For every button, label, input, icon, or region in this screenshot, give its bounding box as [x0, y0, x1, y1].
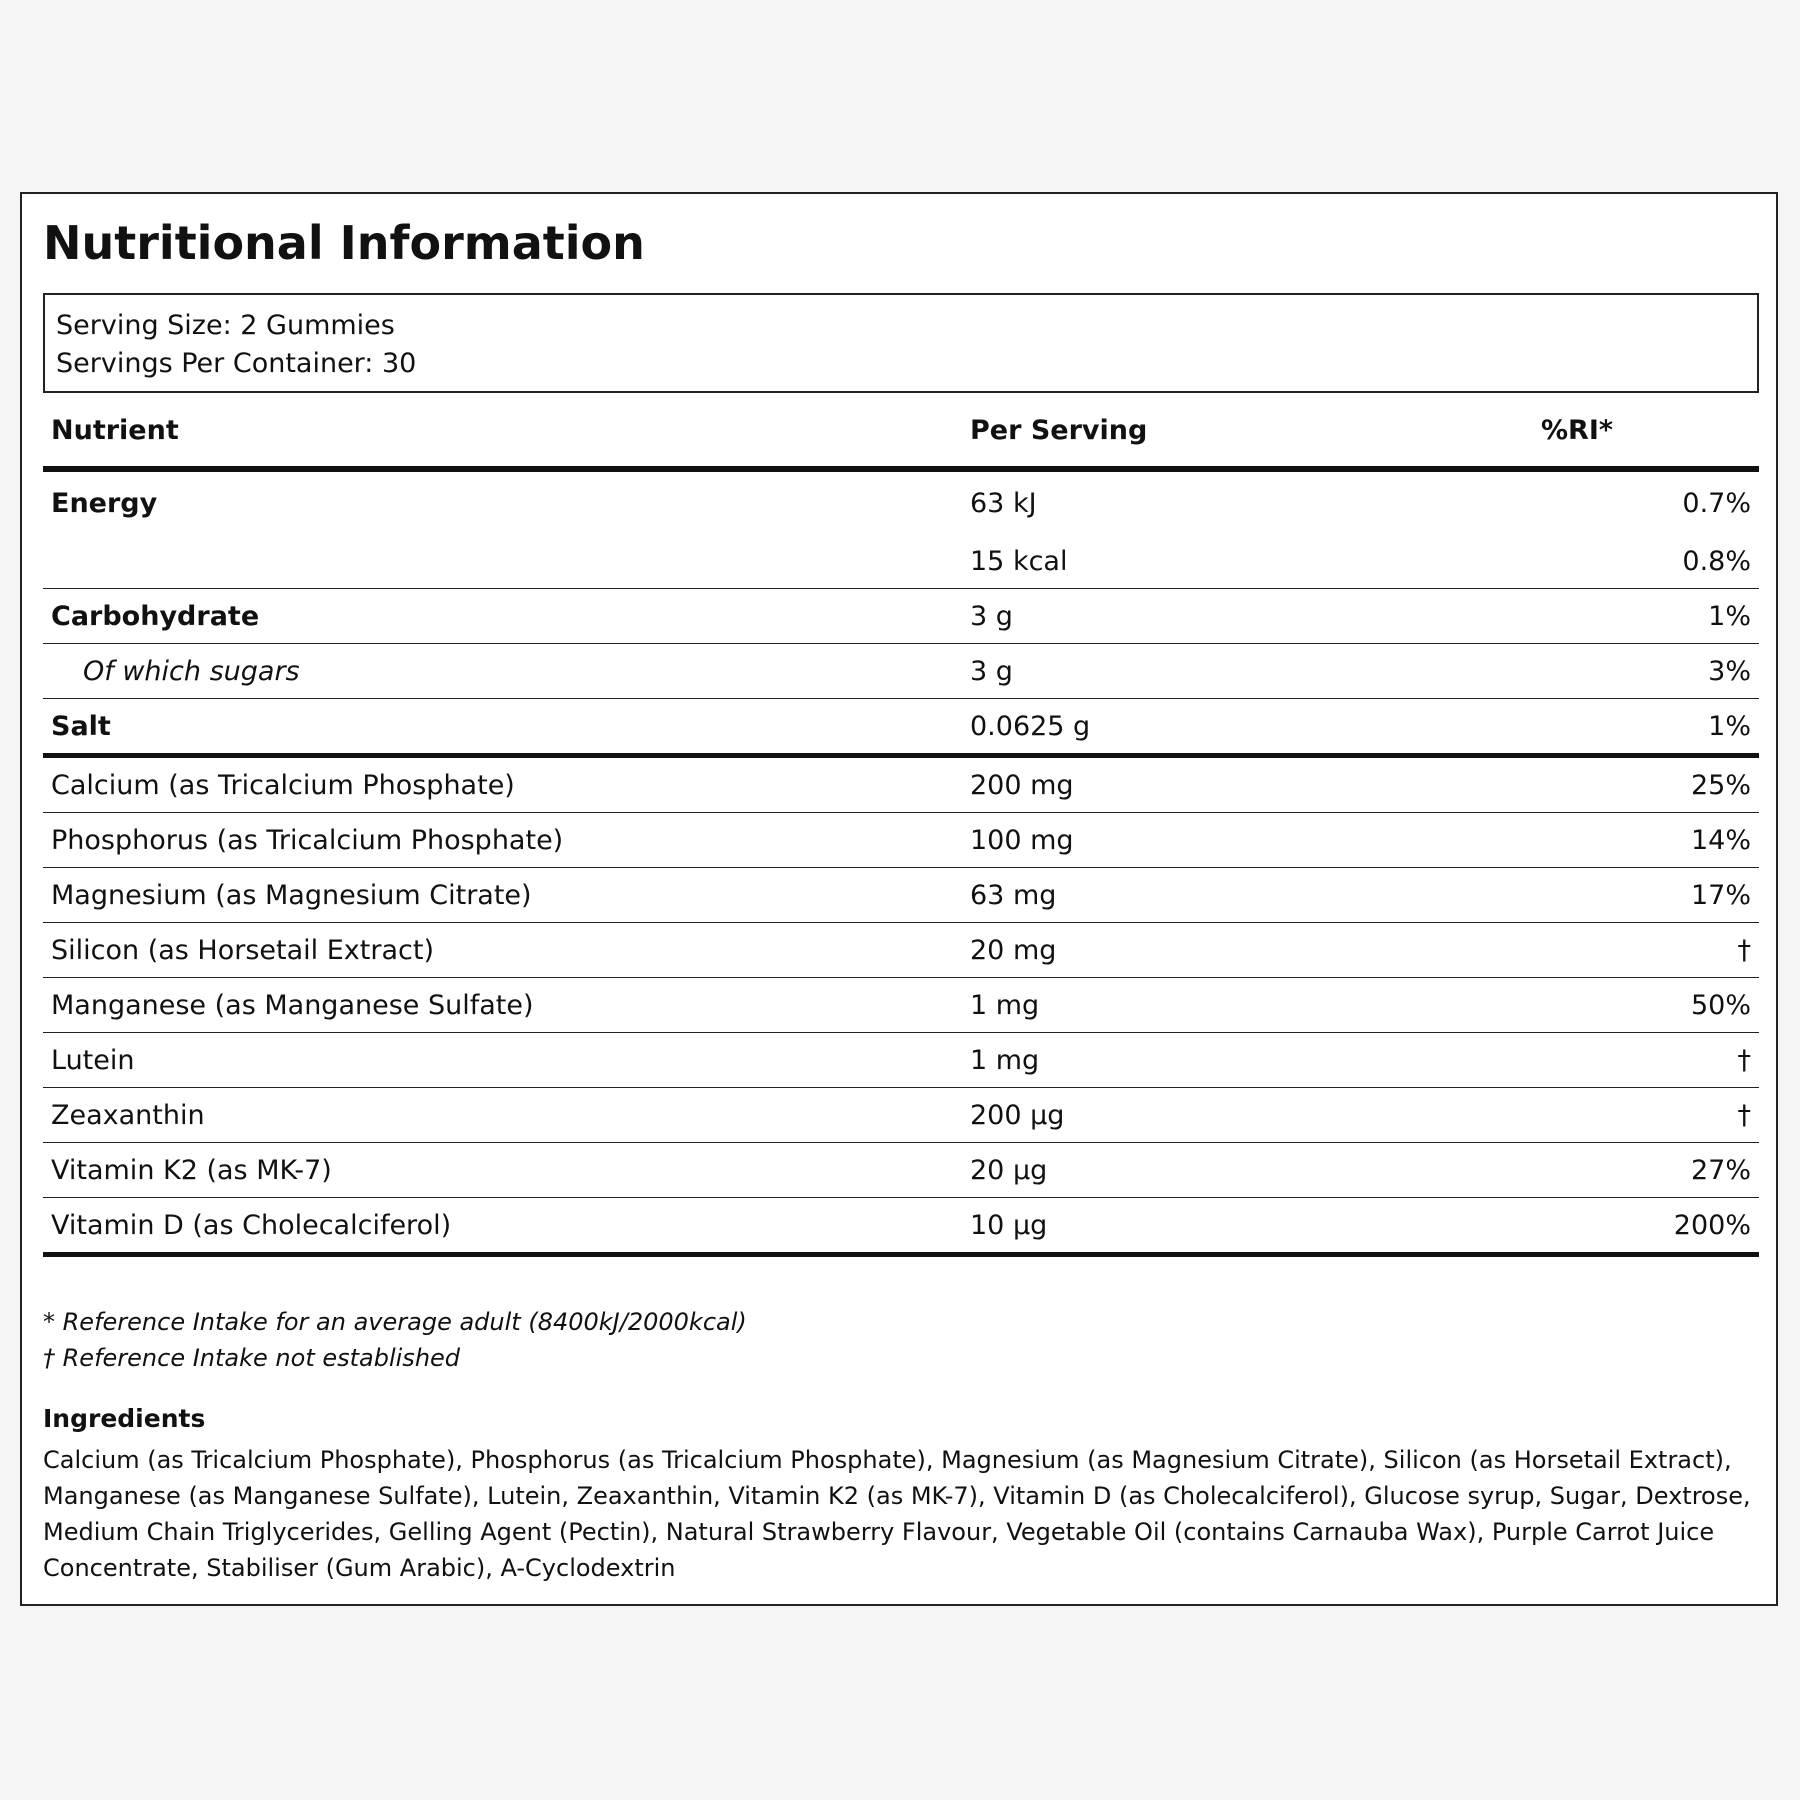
ri-value: † — [1533, 1088, 1759, 1143]
table-row — [43, 589, 1759, 644]
table-row — [43, 534, 1759, 589]
per-serving-value: 3 g — [962, 644, 1533, 699]
table-row — [43, 469, 1759, 534]
table-header-row — [43, 404, 1759, 469]
footnotes — [43, 1304, 747, 1376]
footnote-not-established: † Reference Intake not established — [43, 1344, 461, 1372]
nutrient-name: Manganese (as Manganese Sulfate) — [43, 978, 962, 1033]
per-serving-value: 200 mg — [962, 756, 1533, 813]
table-row — [43, 923, 1759, 978]
header-per-serving: Per Serving — [962, 404, 1533, 469]
page-title: Nutritional Information — [43, 216, 645, 270]
nutrient-name: Energy — [51, 487, 158, 519]
table-row — [43, 1033, 1759, 1088]
nutrient-name: Vitamin K2 (as MK-7) — [43, 1143, 962, 1198]
table-row — [43, 813, 1759, 868]
nutrition-panel — [20, 192, 1778, 1606]
servings-per-container: Servings Per Container: 30 — [56, 348, 417, 379]
per-serving-value: 200 µg — [962, 1088, 1533, 1143]
per-serving-value: 100 mg — [962, 813, 1533, 868]
per-serving-value: 10 µg — [962, 1198, 1533, 1255]
per-serving-value: 15 kcal — [962, 534, 1533, 589]
ri-value: 27% — [1533, 1143, 1759, 1198]
table-row — [43, 644, 1759, 699]
ingredients-text: Calcium (as Tricalcium Phosphate), Phosphorus (as Tricalcium Phosphate), Magnesium (as Magnesium Citrate), Silicon (as Horsetail Extract), Manganese (as Manganese Sulfate), Lutein, Zeaxanthin, Vitamin K2 (as MK-7), Vitamin D (as Cholecalciferol), Glucose syrup, Sugar, Dextrose, Medium Chain Triglycerides, Gelling Agent (Pectin), Natural Strawberry Flavour, Vegetable Oil (contains Carnauba Wax), Purple Carrot Juice Concentrate, Stabiliser (Gum Arabic), A-Cyclodextrin — [43, 1446, 1751, 1582]
serving-size: Serving Size: 2 Gummies — [56, 310, 395, 341]
nutrient-name: Lutein — [43, 1033, 962, 1088]
header-ri: %RI* — [1533, 404, 1759, 469]
ri-value: 50% — [1533, 978, 1759, 1033]
nutrient-name: Zeaxanthin — [43, 1088, 962, 1143]
ri-value: 200% — [1533, 1198, 1759, 1255]
nutrient-name: Phosphorus (as Tricalcium Phosphate) — [43, 813, 962, 868]
per-serving-value: 1 mg — [962, 1033, 1533, 1088]
ri-value: 1% — [1533, 589, 1759, 644]
per-serving-value: 63 kJ — [970, 487, 1037, 519]
ri-value: 1% — [1533, 699, 1759, 756]
footnote-ri: * Reference Intake for an average adult (8400kJ/2000kcal) — [43, 1308, 747, 1336]
nutrient-name: Calcium (as Tricalcium Phosphate) — [43, 756, 962, 813]
table-row — [43, 1143, 1759, 1198]
per-serving-value: 3 g — [962, 589, 1533, 644]
table-row — [43, 978, 1759, 1033]
nutrient-name: Vitamin D (as Cholecalciferol) — [43, 1198, 962, 1255]
nutrient-name: Salt — [43, 699, 962, 756]
table-row — [43, 1088, 1759, 1143]
nutrient-name — [43, 534, 962, 589]
ri-value: 3% — [1533, 644, 1759, 699]
per-serving-value: 20 mg — [962, 923, 1533, 978]
per-serving-value: 63 mg — [962, 868, 1533, 923]
ri-value: 0.8% — [1533, 534, 1759, 589]
ri-value: † — [1533, 923, 1759, 978]
per-serving-value: 20 µg — [962, 1143, 1533, 1198]
nutrient-name: Silicon (as Horsetail Extract) — [43, 923, 962, 978]
serving-info-box — [43, 293, 1759, 393]
nutrient-name: Magnesium (as Magnesium Citrate) — [43, 868, 962, 923]
ri-value: 17% — [1533, 868, 1759, 923]
nutrient-name: Of which sugars — [43, 644, 962, 699]
ri-value: 14% — [1533, 813, 1759, 868]
table-row — [43, 868, 1759, 923]
ingredients-title: Ingredients — [43, 1404, 206, 1433]
per-serving-value: 1 mg — [962, 978, 1533, 1033]
table-row — [43, 1198, 1759, 1255]
table-row — [43, 756, 1759, 813]
ri-value: 25% — [1533, 756, 1759, 813]
nutrient-name: Carbohydrate — [43, 589, 962, 644]
per-serving-value: 0.0625 g — [962, 699, 1533, 756]
nutrition-table — [43, 404, 1759, 1257]
table-row — [43, 699, 1759, 756]
ri-value: 0.7% — [1682, 487, 1751, 519]
ri-value: † — [1533, 1033, 1759, 1088]
header-nutrient: Nutrient — [43, 404, 962, 469]
